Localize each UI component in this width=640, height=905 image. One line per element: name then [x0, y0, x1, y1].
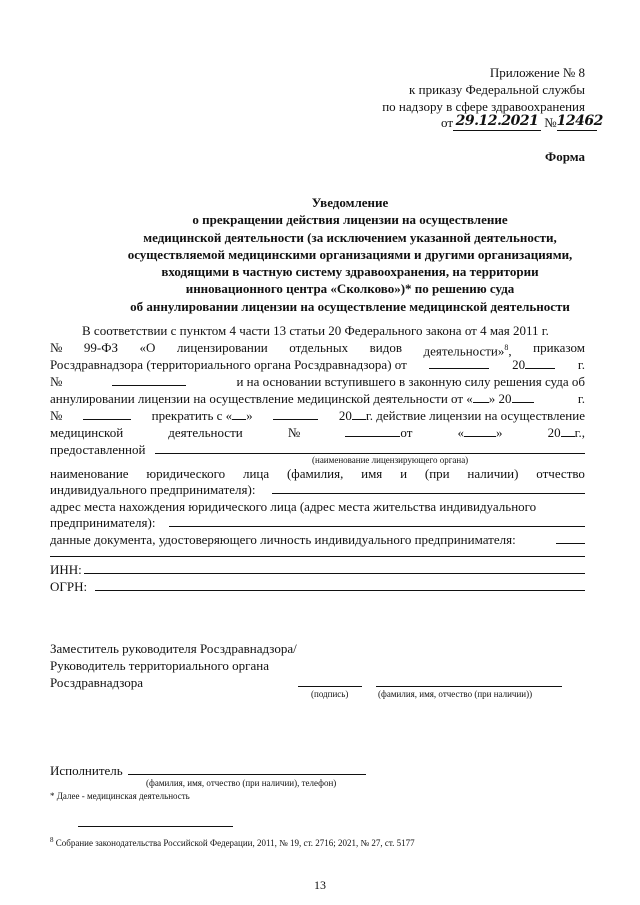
body-line-9: наименование юридического лица (фамилия, имя и (при наличии) отчество	[50, 466, 585, 481]
order-number-blank[interactable]	[112, 373, 186, 386]
signer-name-caption: (фамилия, имя, отчество (при наличии))	[378, 689, 533, 699]
body-line-5: аннулировании лицензии на осуществление медицинской деятельности от « » 20 г.	[50, 391, 585, 406]
entity-name-line[interactable]	[272, 493, 585, 494]
document-title	[50, 194, 640, 315]
footnote-ref: 8	[504, 343, 509, 352]
handwritten-number: 12462	[556, 113, 603, 129]
body-line-6: № прекратить с « » 20 г. действие лицензии на осуществление	[50, 408, 585, 423]
handwritten-date: 29.12.2021	[453, 112, 541, 131]
body-line-10: индивидуального предпринимателя):	[50, 482, 256, 497]
body-line-8: предоставленной	[50, 442, 146, 457]
licensing-authority-line[interactable]	[155, 453, 585, 454]
court-year-blank[interactable]	[512, 390, 534, 403]
body-line-7: медицинской деятельности № от « » 20 г.,	[50, 425, 585, 440]
stop-year-blank[interactable]	[352, 407, 366, 420]
executor-caption: (фамилия, имя, отчество (при наличии), телефон)	[146, 778, 337, 788]
title-line: медицинской деятельности (за исключением указанной деятельности,	[143, 229, 557, 245]
stop-month-blank[interactable]	[273, 407, 318, 420]
order-date-blank[interactable]	[429, 356, 489, 369]
num-prefix: №	[544, 115, 557, 130]
title-line: об аннулировании лицензии на осуществление медицинской деятельности	[130, 298, 570, 314]
executor-label: Исполнитель	[50, 763, 123, 778]
title-line: Уведомление	[311, 195, 389, 210]
court-day-blank[interactable]	[473, 390, 489, 403]
signer-title-line-3: Росздравнадзора	[50, 675, 144, 690]
license-year-blank[interactable]	[561, 424, 575, 437]
executor-line[interactable]	[128, 774, 366, 775]
inn-line[interactable]	[84, 573, 585, 574]
signer-title-line-2: Руководитель территориального органа	[50, 658, 269, 673]
address-line[interactable]	[169, 526, 585, 527]
title-line: о прекращении действия лицензии на осуществление	[192, 212, 508, 228]
header-agency-label: по надзору в сфере здравоохранения	[382, 99, 585, 114]
order-year-blank[interactable]	[525, 356, 555, 369]
ogrn-label: ОГРН:	[50, 579, 88, 594]
signer-title-line-1: Заместитель руководителя Росздравнадзора/	[50, 641, 297, 656]
header-order-label: к приказу Федеральной службы	[409, 82, 585, 97]
id-document-line[interactable]	[556, 543, 585, 544]
inn-label: ИНН:	[50, 562, 82, 577]
stop-day-blank[interactable]	[232, 407, 246, 420]
body-line-12: предпринимателя):	[50, 515, 156, 530]
header-appendix-label: Приложение № 8	[489, 65, 585, 80]
licensing-authority-caption: (наименование лицензирующего органа)	[312, 455, 469, 465]
page-number: 13	[314, 878, 326, 892]
body-line-11: адрес места нахождения юридического лица (адрес места жительства индивидуального	[50, 499, 537, 514]
body-line-1: В соответствии с пунктом 4 части 13 статьи 20 Федерального закона от 4 мая 2011 г.	[82, 323, 549, 338]
body-line-2: № 99-ФЗ «О лицензировании отдельных видов деятельности»$^8$, приказом	[50, 340, 585, 359]
title-line: осуществляемой медицинскими организациями и другими организациями,	[127, 246, 573, 262]
signature-caption: (подпись)	[311, 689, 349, 699]
body-line-13: данные документа, удостоверяющего личность индивидуального предпринимателя:	[50, 532, 516, 547]
id-document-line-2[interactable]	[50, 556, 585, 557]
footnote: $^8$ Собрание законодательства Российской Федерации, 2011, № 19, ст. 2716; 2021, № 27, ст. 5177	[50, 836, 415, 848]
body-line-3: Росздравнадзора (территориального органа Росздравнадзора) от 20 г.	[50, 357, 585, 372]
signature-line[interactable]	[298, 686, 362, 687]
title-line: инновационного центра «Сколково»)* по решению суда	[185, 281, 515, 297]
date-prefix: от	[441, 115, 454, 130]
court-number-blank[interactable]	[83, 407, 131, 420]
form-label: Форма	[545, 149, 585, 164]
footnote-divider	[78, 826, 233, 827]
license-day-blank[interactable]	[464, 424, 496, 437]
body-line-4: № и на основании вступившего в законную силу решения суда об	[50, 374, 585, 389]
signer-name-line[interactable]	[376, 686, 562, 687]
ogrn-line[interactable]	[95, 590, 585, 591]
title-line: входящими в частную систему здравоохранения, на территории	[161, 264, 539, 280]
header-date-line	[441, 113, 603, 133]
license-number-blank[interactable]	[345, 424, 400, 437]
asterisk-note: * Далее - медицинская деятельность	[50, 791, 190, 801]
